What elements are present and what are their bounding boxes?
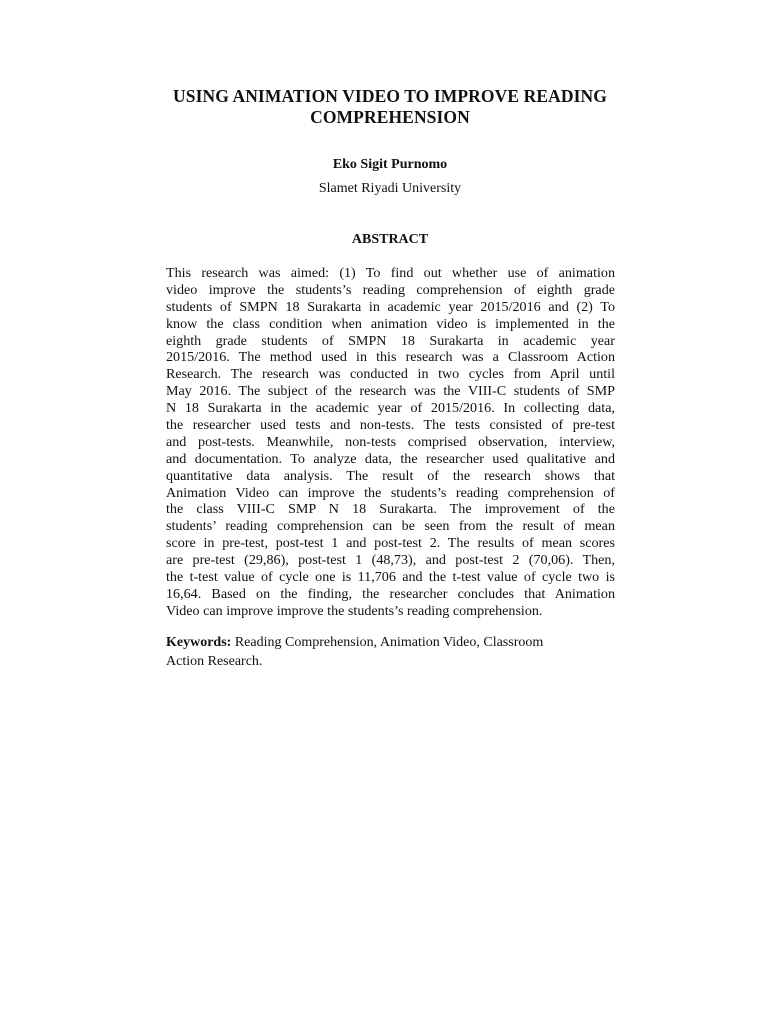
abstract-line: and post-tests. Meanwhile, non-tests comprised observation, interview,: [166, 433, 615, 450]
abstract-line: Research. The research was conducted in two cycles from April until: [166, 366, 615, 383]
abstract-body: [166, 265, 615, 620]
abstract-line: May 2016. The subject of the research was the VIII-C students of SMP: [166, 383, 615, 400]
abstract-line: eighth grade students of SMPN 18 Surakarta in academic year: [166, 332, 615, 349]
abstract-line: students of SMPN 18 Surakarta in academic year 2015/2016 and (2) To: [166, 298, 615, 315]
title-line-1: USING ANIMATION VIDEO TO IMPROVE READING: [173, 86, 607, 106]
abstract-line: score in pre-test, post-test 1 and post-test 2. The results of mean scores: [166, 535, 615, 552]
abstract-line: This research was aimed: (1) To find out whether use of animation: [166, 265, 615, 281]
abstract-line: and documentation. To analyze data, the researcher used qualitative and: [166, 450, 615, 467]
title-line-2: COMPREHENSION: [310, 107, 470, 127]
abstract-line: are pre-test (29,86), post-test 1 (48,73), and post-test 2 (70,06). Then,: [166, 552, 615, 569]
abstract-line: the class VIII-C SMP N 18 Surakarta. The improvement of the: [166, 501, 615, 518]
author-affiliation: Slamet Riyadi University: [318, 181, 462, 196]
keywords-label: Keywords:: [166, 635, 232, 650]
abstract-heading: ABSTRACT: [351, 232, 429, 247]
abstract-line: students’ reading comprehension can be seen from the result of mean: [166, 518, 615, 535]
abstract-line: 2015/2016. The method used in this research was a Classroom Action: [166, 349, 615, 366]
abstract-line: Video can improve improve the students’s reading comprehension.: [166, 602, 543, 619]
abstract-line: the t-test value of cycle one is 11,706 and the t-test value of cycle two is: [166, 569, 615, 586]
abstract-line: Animation Video can improve the students’s reading comprehension of: [166, 484, 615, 501]
abstract-line: video improve the students’s reading comprehension of eighth grade: [166, 281, 615, 298]
abstract-line: know the class condition when animation video is implemented in the: [166, 315, 615, 332]
abstract-line: 16,64. Based on the finding, the researcher concludes that Animation: [166, 585, 615, 602]
keywords-block: [166, 633, 615, 671]
keywords-line-1: [166, 633, 615, 652]
author-name: Eko Sigit Purnomo: [332, 157, 448, 172]
abstract-line: N 18 Surakarta in the academic year of 2015/2016. In collecting data,: [166, 400, 615, 417]
abstract-line: quantitative data analysis. The result of the research shows that: [166, 467, 615, 484]
keywords-line-2: Action Research.: [166, 654, 263, 669]
keywords-text: Reading Comprehension, Animation Video, Classroom: [231, 635, 544, 650]
abstract-line: the researcher used tests and non-tests. The tests consisted of pre-test: [166, 417, 615, 434]
paper-title: [150, 86, 630, 128]
